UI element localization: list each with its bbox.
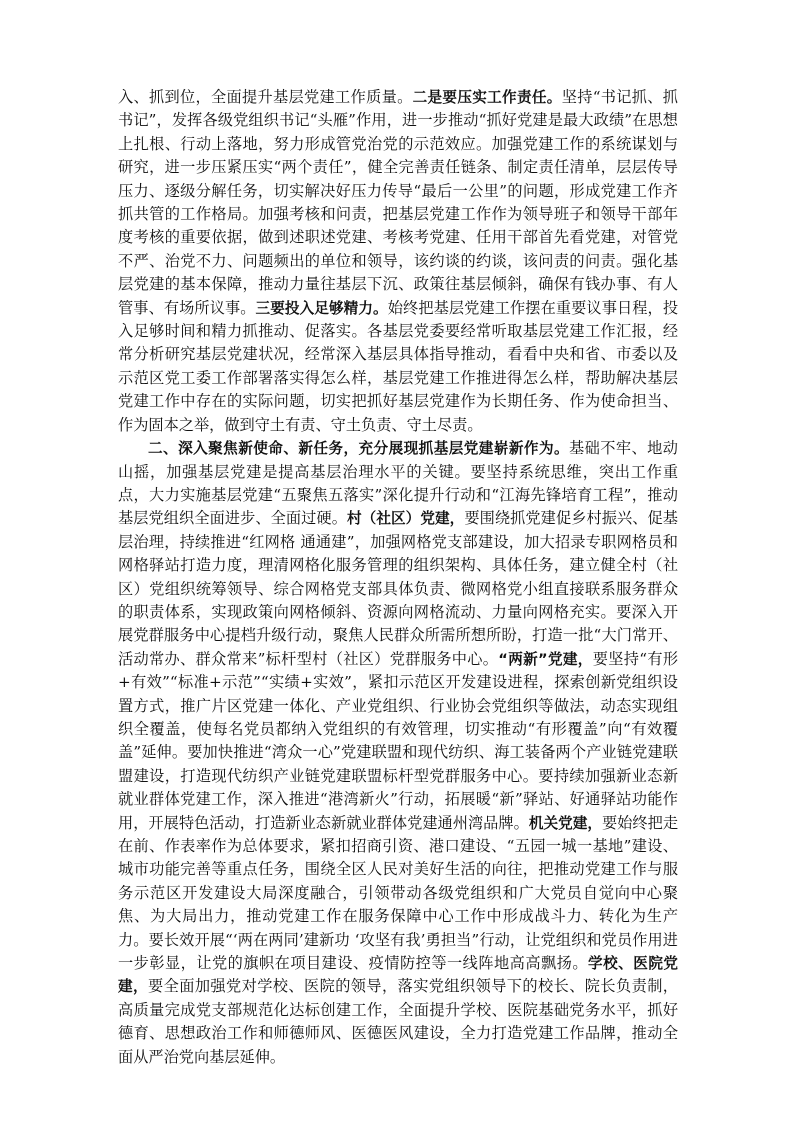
heading-run: 二是要压实工作责任。 (412, 89, 562, 106)
text-run: 要始终把走在前、作表率作为总体要求，紧扣招商引资、港口建设、“五园一城一基地”建设、城市功能完善等重点任务，围绕全区人民对美好生活的向往，把推动党建工作与服务示范区开发建设大局深度融合，引领带动各级党组织和广大党员自觉向中心聚焦、为大局出力，推动党建工作在服务保障中心工作中形成战斗力、转化为生产力。要长效开展“‘两在两同’建新功 ‘攻坚有我’勇担当”行动，让党组织和党员作用进一步彰显，让党的旗帜在项目建设、疫情防控等一线阵地高高飘扬。 (118, 813, 679, 973)
heading-run: 学校、医院党建， (118, 955, 678, 996)
text-run: 坚持“书记抓、抓书记”，发挥各级党组织书记“头雁”作用，进一步推动“抓好党建是最大政绩”在思想上扎根、行动上落地，努力形成管党治党的示范效应。加强党建工作的系统谋划与研究，进一步压紧压实“两个责任”，健全完善责任链条、制定责任清单，层层传导压力、逐级分解任务，切实解决好压力传导“最后一公里”的问题，形成党建工作齐抓共管的工作格局。加强考核和问责，把基层党建工作作为领导班子和领导干部年度考核的重要依据，做到述职述党建、考核考党建、任用干部首先看党建，对管党不严、治党不力、问题频出的单位和领导，该约谈的约谈，该问责的问责。强化基层党建的基本保障，推动力量往基层下沉、政策往基层倾斜，确保有钱办事、有人管事、有场所议事。 (118, 88, 678, 317)
heading-run: 村（社区）党建， (346, 510, 465, 528)
paragraph-section-two (118, 437, 678, 1069)
section-heading: 二、深入聚焦新使命、新任务，充分展现抓基层党建崭新作为。 (148, 440, 570, 458)
heading-run: 三要投入足够精力。 (255, 299, 388, 317)
text-run: 要围绕抓党建促乡村振兴、促基层治理，持续推进“红网格 通通建”，加强网格党支部建设，加大招录专职网格员和网格驿站打造力度，理清网格化服务管理的组织架构、具体任务，建立健全村（社区）党组织统筹领导、综合网格党支部具体负责、微网格党小组直接联系服务群众的职责体系，实现政策向网格倾斜、资源向网格流动、力量向网格充实。要深入开展党群服务中心提档升级行动，聚焦人民群众所需所想所盼，打造一批“大门常开、活动常办、群众常来”标杆型村（社区）党群服务中心。 (118, 509, 678, 668)
document-body (118, 86, 678, 1069)
heading-run: 机关党建， (528, 814, 602, 832)
paragraph-responsibility (118, 86, 678, 437)
text-run: 要全面加强党对学校、医院的领导，落实党组织领导下的校长、院长负责制，高质量完成党支部规范化达标创建工作，全面提升学校、医院基础党务水平，抓好德育、思想政治工作和师德师风、医德医风建设，全力打造党建工作品牌，推动全面从严治党向基层延伸。 (118, 977, 678, 1066)
text-run: 要坚持“有形+有效”“标准+示范”“实绩+实效”，紧扣示范区开发建设进程，探索创新党组织设置方式，推广片区党建一体化、产业党组织、行业协会党组织等做法，动态实现组织全覆盖，使每名党员都纳入党组织的有效管理，切实推动“有形覆盖”向“有效覆盖”延伸。要加快推进“湾众一心”党建联盟和现代纺织、海工装备两个产业链党建联盟建设，打造现代纺织产业链党建联盟标杆型党群服务中心。要持续加强新业态新就业群体党建工作，深入推进“港湾新火”行动，拓展暖“新”驿站、好通驿站功能作用，开展特色活动，打造新业态新就业群体党建通州湾品牌。 (118, 649, 679, 832)
text-run: 始终把基层党建工作摆在重要议事日程，投入足够时间和精力抓推动、促落实。各基层党委要经常听取基层党建工作汇报，经常分析研究基层党建状况，经常深入基层具体指导推动，看看中央和省、市委以及示范区党工委工作部署落实得怎么样，基层党建工作推进得怎么样，帮助解决基层党建工作中存在的实际问题，切实把抓好基层党建作为长期任务、作为使命担当、作为固本之举，做到守土有责、守土负责、守土尽责。 (118, 298, 679, 434)
text-run: 基础不牢、地动山摇，加强基层党建是提高基层治理水平的关键。要坚持系统思维，突出工作重点，大力实施基层党建“五聚焦五落实”深化提升行动和“江海先锋培育工程”，推动基层党组织全面进步、全面过硬。 (118, 439, 678, 528)
heading-run: “两新”党建， (498, 650, 593, 668)
text-run: 入、抓到位，全面提升基层党建工作质量。 (118, 88, 413, 106)
